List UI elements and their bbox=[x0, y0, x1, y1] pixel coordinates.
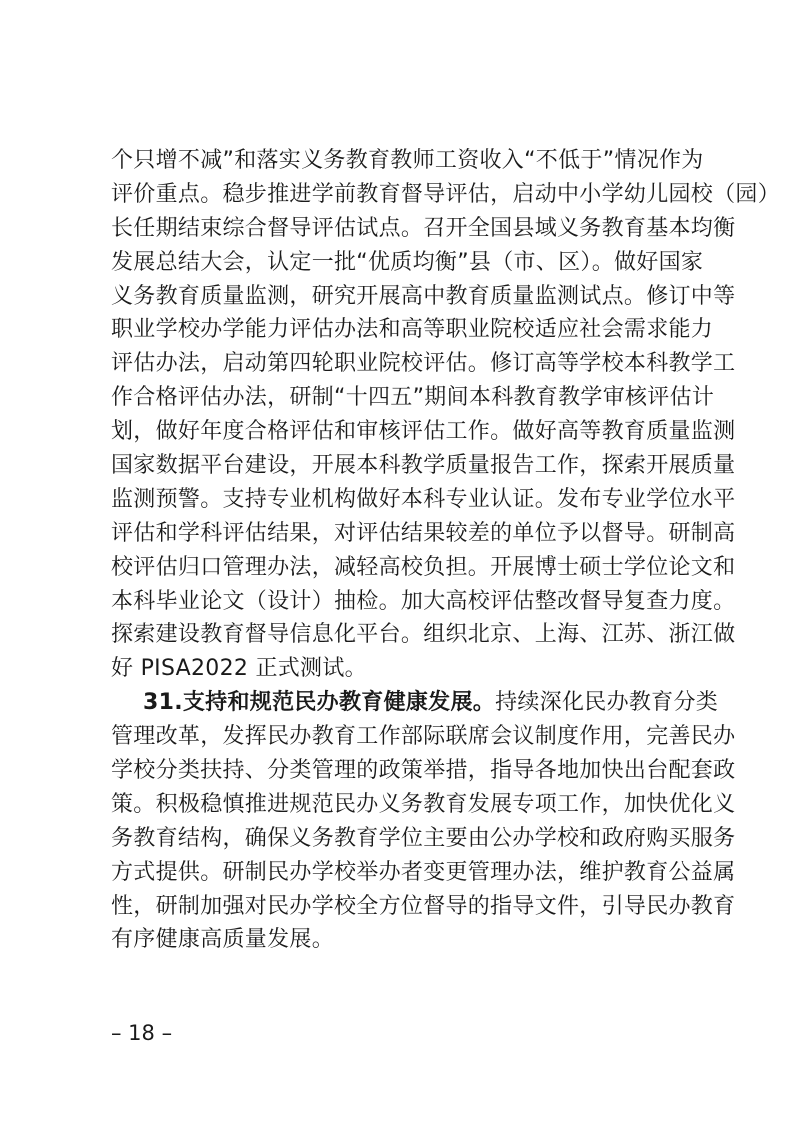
text-line: 策。积极稳慎推进规范民办义务教育发展专项工作，加快优化义 bbox=[111, 791, 736, 817]
page-number: – 18 – bbox=[111, 1021, 173, 1045]
text-line: 本科毕业论文（设计）抽检。加大高校评估整改督导复查力度。 bbox=[111, 588, 736, 614]
text-line: 务教育结构，确保义务教育学位主要由公办学校和政府购买服务 bbox=[111, 825, 736, 851]
text-line: 监测预警。支持专业机构做好本科专业认证。发布专业学位水平 bbox=[111, 486, 736, 512]
text-line: 方式提供。研制民办学校举办者变更管理办法，维护教育公益属 bbox=[111, 859, 736, 885]
text-line: 评估和学科评估结果，对评估结果较差的单位予以督导。研制高 bbox=[111, 520, 736, 546]
text-line: 管理改革，发挥民办教育工作部际联席会议制度作用，完善民办 bbox=[111, 724, 736, 750]
text-line: 发展总结大会，认定一批“优质均衡”县（市、区）。做好国家 bbox=[111, 249, 704, 275]
text-line: 作合格评估办法，研制“十四五”期间本科教育教学审核评估计 bbox=[111, 385, 715, 411]
text-line: 职业学校办学能力评估办法和高等职业院校适应社会需求能力 bbox=[111, 317, 714, 343]
text-line: 探索建设教育督导信息化平台。组织北京、上海、江苏、浙江做 bbox=[111, 622, 736, 648]
text-line: 评价重点。稳步推进学前教育督导评估，启动中小学幼儿园校（园） bbox=[111, 181, 781, 207]
section-heading: 31.支持和规范民办教育健康发展。 bbox=[143, 690, 496, 716]
text-line: 学校分类扶持、分类管理的政策举措，指导各地加快出台配套政 bbox=[111, 758, 736, 784]
text-line: 个只增不减”和落实义务教育教师工资收入“不低于”情况作为 bbox=[111, 148, 704, 173]
text-line: 国家数据平台建设，开展本科教学质量报告工作，探索开展质量 bbox=[111, 453, 736, 479]
text-line: 评估办法，启动第四轮职业院校评估。修订高等学校本科教学工 bbox=[111, 351, 736, 377]
paragraph-evaluation bbox=[111, 144, 781, 686]
text-line-rest: 持续深化民办教育分类 bbox=[495, 690, 719, 716]
text-line: 有序健康高质量发展。 bbox=[111, 927, 335, 953]
text-line: 好 PISA2022 正式测试。 bbox=[111, 656, 367, 682]
body-text bbox=[111, 144, 781, 957]
text-line: 性，研制加强对民办学校全方位督导的指导文件，引导民办教育 bbox=[111, 893, 736, 919]
text-line-with-heading bbox=[111, 686, 719, 720]
paragraph-private-education bbox=[111, 686, 736, 957]
text-line: 长任期结束综合督导评估试点。召开全国县域义务教育基本均衡 bbox=[111, 215, 736, 241]
text-line: 义务教育质量监测，研究开展高中教育质量监测试点。修订中等 bbox=[111, 283, 736, 309]
text-line: 校评估归口管理办法，减轻高校负担。开展博士硕士学位论文和 bbox=[111, 554, 736, 580]
text-line: 划，做好年度合格评估和审核评估工作。做好高等教育质量监测 bbox=[111, 419, 736, 445]
